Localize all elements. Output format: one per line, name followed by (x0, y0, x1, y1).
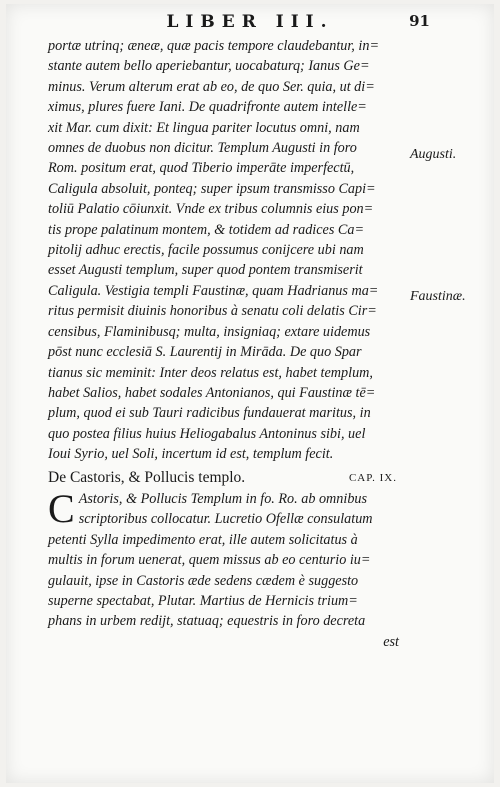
text-line: habet Salios, habet sodales Antonianos, qui Faustinæ tē= (48, 384, 376, 401)
text-line: pitolij adhuc erectis, facile possumus conijcere ubi nam (48, 242, 364, 259)
text-line: plum, quod ei sub Tauri radicibus fundauerat maritus, in (48, 405, 371, 422)
text-line: ritus permisit diuinis honoribus à senatu coli delatis Cir= (48, 303, 377, 320)
text-line: scriptoribus collocatur. Lucretio Ofellæ consulatum (78, 511, 373, 528)
chapter-title: De Castoris, & Pollucis templo. (48, 468, 246, 486)
text-line: Ioui Syrio, uel Soli, incertum id est, templum fecit. (48, 446, 334, 463)
text-line: ximus, plures fuere Iani. De quadrifronte autem intelle= (48, 99, 367, 116)
text-line: tianus sic meminit: Inter deos relatus est, habet templum, (48, 364, 373, 381)
text-line: portæ utrinq; æneæ, quæ pacis tempore claudebantur, in= (48, 38, 380, 54)
text-line: petenti Sylla impedimento erat, ille autem solicitatus à (48, 531, 358, 548)
text-line: stante autem bello aperiebantur, uocabaturq; Ianus Ge= (48, 58, 370, 75)
page-number: 91 (409, 12, 430, 30)
margin-note-faustinae: Faustinæ. (410, 289, 466, 304)
text-line: Astoris, & Pollucis Templum in fo. Ro. ab omnibus (78, 490, 368, 507)
chapter-number: CAP. IX. (348, 471, 397, 484)
text-line: superne spectabat, Plutar. Martius de Hernicis trium= (48, 592, 358, 609)
text-line: toliū Palatio cōiunxit. Vnde ex tribus columnis eius pon= (48, 201, 374, 218)
text-line: censibus, Flaminibusq; multa, insigniaq; extare uidemus (48, 323, 371, 340)
body-text (48, 36, 403, 652)
running-head: LIBER III. (166, 12, 334, 32)
text-line: Rom. positum erat, quod Tiberio imperāte imperfectū, (48, 160, 355, 177)
text-line: Caligula. Vestigia templi Faustinæ, quam Hadrianus ma= (48, 282, 379, 299)
text-line: phans in urbem redijt, statuaq; equestris in foro decreta (48, 613, 366, 630)
margin-note-augusti: Augusti. (410, 147, 457, 162)
text-line: gulauit, ipse in Castoris æde sedens cædem è suggesto (48, 572, 359, 589)
drop-cap: C (48, 485, 75, 531)
text-line: omnes de duobus non dicitur. Templum Augusti in foro (48, 140, 357, 157)
text-line: esset Augusti templum, super quod pontem transmiserit (48, 262, 363, 279)
text-line: minus. Verum alterum erat ab eo, de quo Ser. quia, ut di= (48, 78, 375, 95)
text-line: quo postea filius huius Heliogabalus Antoninus sibi, uel (48, 425, 366, 442)
text-line: multis in forum uenerat, quem missus ab eo centurio iu= (48, 552, 371, 569)
text-line: Caligula absoluit, ponteq; super ipsum transmisso Capi= (48, 180, 376, 197)
text-line: tis prope palatinum montem, & totidem ad radices Ca= (48, 221, 365, 238)
catchword: est (383, 633, 399, 650)
chapter-heading (48, 468, 403, 488)
text-line: xit Mar. cum dixit: Et lingua pariter locutus omni, nam (48, 119, 360, 136)
text-line: pōst nunc ecclesiā S. Laurentij in Mirāda. De quo Spar (48, 344, 362, 361)
